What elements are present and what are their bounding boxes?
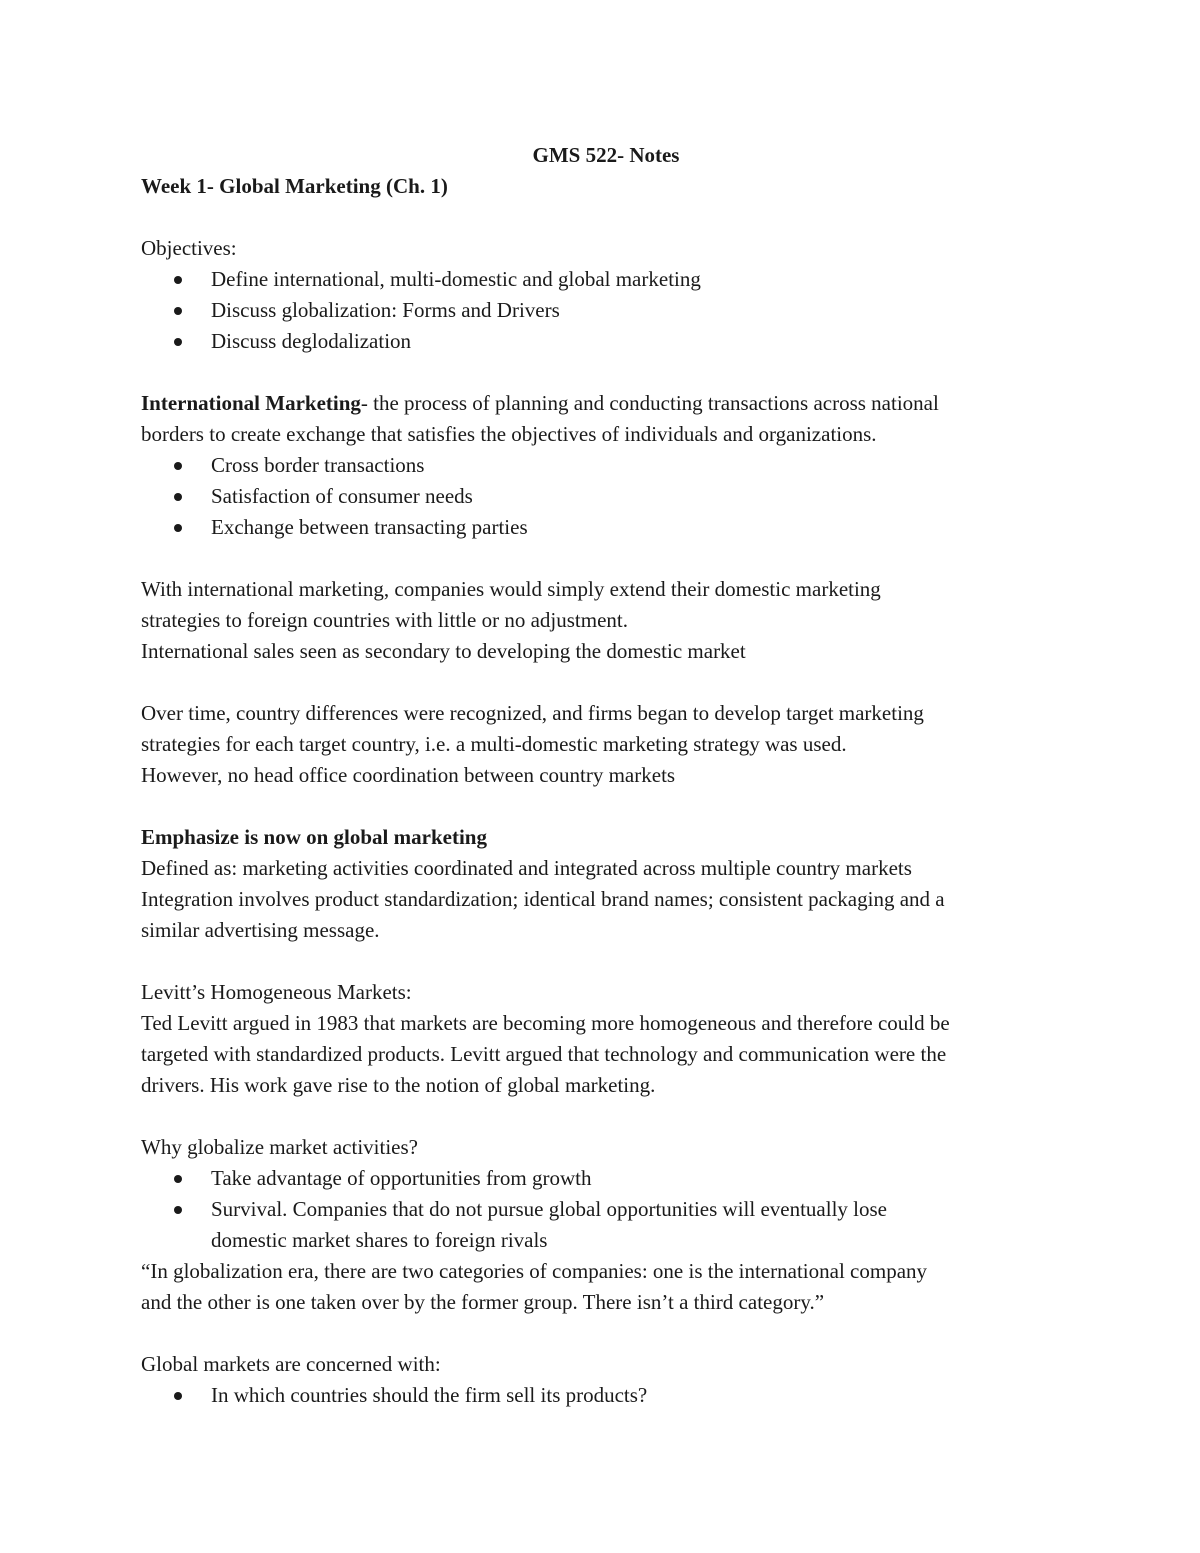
- objectives-label: Objectives:: [141, 236, 237, 260]
- spacer: [141, 946, 1071, 977]
- objectives-list: [141, 264, 1071, 357]
- paragraph-line: Defined as: marketing activities coordinated and integrated across multiple country markets: [141, 856, 912, 880]
- list-item: [141, 512, 1071, 543]
- bullet-icon: [174, 1206, 182, 1214]
- spacer: [141, 202, 1071, 233]
- list-item-text: Exchange between transacting parties: [211, 515, 528, 539]
- document-body: [141, 140, 1071, 1411]
- global-marketing-heading: Emphasize is now on global marketing: [141, 825, 487, 849]
- list-item-text: Cross border transactions: [211, 453, 425, 477]
- bullet-icon: [174, 493, 182, 501]
- intl-marketing-definition-text: - the process of planning and conducting transactions across national: [360, 391, 939, 415]
- why-globalize-question: Why globalize market activities?: [141, 1135, 418, 1159]
- week-heading: Week 1- Global Marketing (Ch. 1): [141, 174, 448, 198]
- spacer: [141, 667, 1071, 698]
- paragraph-line: targeted with standardized products. Levitt argued that technology and communication were the: [141, 1042, 947, 1066]
- list-item: [141, 326, 1071, 357]
- why-globalize-list: [141, 1163, 1071, 1256]
- intl-marketing-definition-line2: borders to create exchange that satisfies the objectives of individuals and organizations.: [141, 422, 877, 446]
- paragraph-line: Over time, country differences were recognized, and firms began to develop target marketing: [141, 701, 924, 725]
- list-item-text: Satisfaction of consumer needs: [211, 484, 473, 508]
- spacer: [141, 357, 1071, 388]
- global-markets-label: Global markets are concerned with:: [141, 1352, 441, 1376]
- bullet-icon: [174, 1175, 182, 1183]
- list-item-text: Take advantage of opportunities from growth: [211, 1166, 592, 1190]
- list-item: [141, 295, 1071, 326]
- paragraph-line: With international marketing, companies would simply extend their domestic marketing: [141, 577, 881, 601]
- bullet-icon: [174, 307, 182, 315]
- paragraph-line: Integration involves product standardization; identical brand names; consistent packaging and a: [141, 887, 945, 911]
- paragraph-line: Ted Levitt argued in 1983 that markets are becoming more homogeneous and therefore could be: [141, 1011, 950, 1035]
- list-item-text: In which countries should the firm sell its products?: [211, 1383, 648, 1407]
- list-item-text: Survival. Companies that do not pursue global opportunities will eventually lose: [211, 1197, 887, 1221]
- list-item-text: Discuss globalization: Forms and Drivers: [211, 298, 560, 322]
- bullet-icon: [174, 338, 182, 346]
- bullet-icon: [174, 524, 182, 532]
- list-item: [141, 264, 1071, 295]
- quote-line: “In globalization era, there are two categories of companies: one is the international company: [141, 1259, 928, 1283]
- intl-marketing-definition: [141, 388, 1071, 419]
- paragraph-line: strategies to foreign countries with little or no adjustment.: [141, 608, 628, 632]
- paragraph-line: However, no head office coordination between country markets: [141, 763, 676, 787]
- document-title: GMS 522- Notes: [532, 143, 680, 167]
- spacer: [141, 1318, 1071, 1349]
- paragraph-line: International sales seen as secondary to developing the domestic market: [141, 639, 746, 663]
- spacer: [141, 543, 1071, 574]
- bullet-icon: [174, 1392, 182, 1400]
- paragraph-line: similar advertising message.: [141, 918, 380, 942]
- bullet-icon: [174, 462, 182, 470]
- bullet-icon: [174, 276, 182, 284]
- levitt-heading: Levitt’s Homogeneous Markets:: [141, 980, 412, 1004]
- paragraph-line: drivers. His work gave rise to the notion of global marketing.: [141, 1073, 656, 1097]
- spacer: [141, 791, 1071, 822]
- quote-line: and the other is one taken over by the former group. There isn’t a third category.”: [141, 1290, 825, 1314]
- list-item: [141, 1163, 1071, 1194]
- intl-marketing-list: [141, 450, 1071, 543]
- list-item: [141, 1194, 1071, 1256]
- list-item-text: Discuss deglodalization: [211, 329, 412, 353]
- paragraph-line: strategies for each target country, i.e. a multi-domestic marketing strategy was used.: [141, 732, 847, 756]
- list-item-text: domestic market shares to foreign rivals: [211, 1228, 548, 1252]
- list-item: [141, 481, 1071, 512]
- global-markets-list: [141, 1380, 1071, 1411]
- list-item: [141, 450, 1071, 481]
- list-item-text: Define international, multi-domestic and global marketing: [211, 267, 701, 291]
- intl-marketing-term: International Marketing: [141, 391, 361, 415]
- list-item: [141, 1380, 1071, 1411]
- spacer: [141, 1101, 1071, 1132]
